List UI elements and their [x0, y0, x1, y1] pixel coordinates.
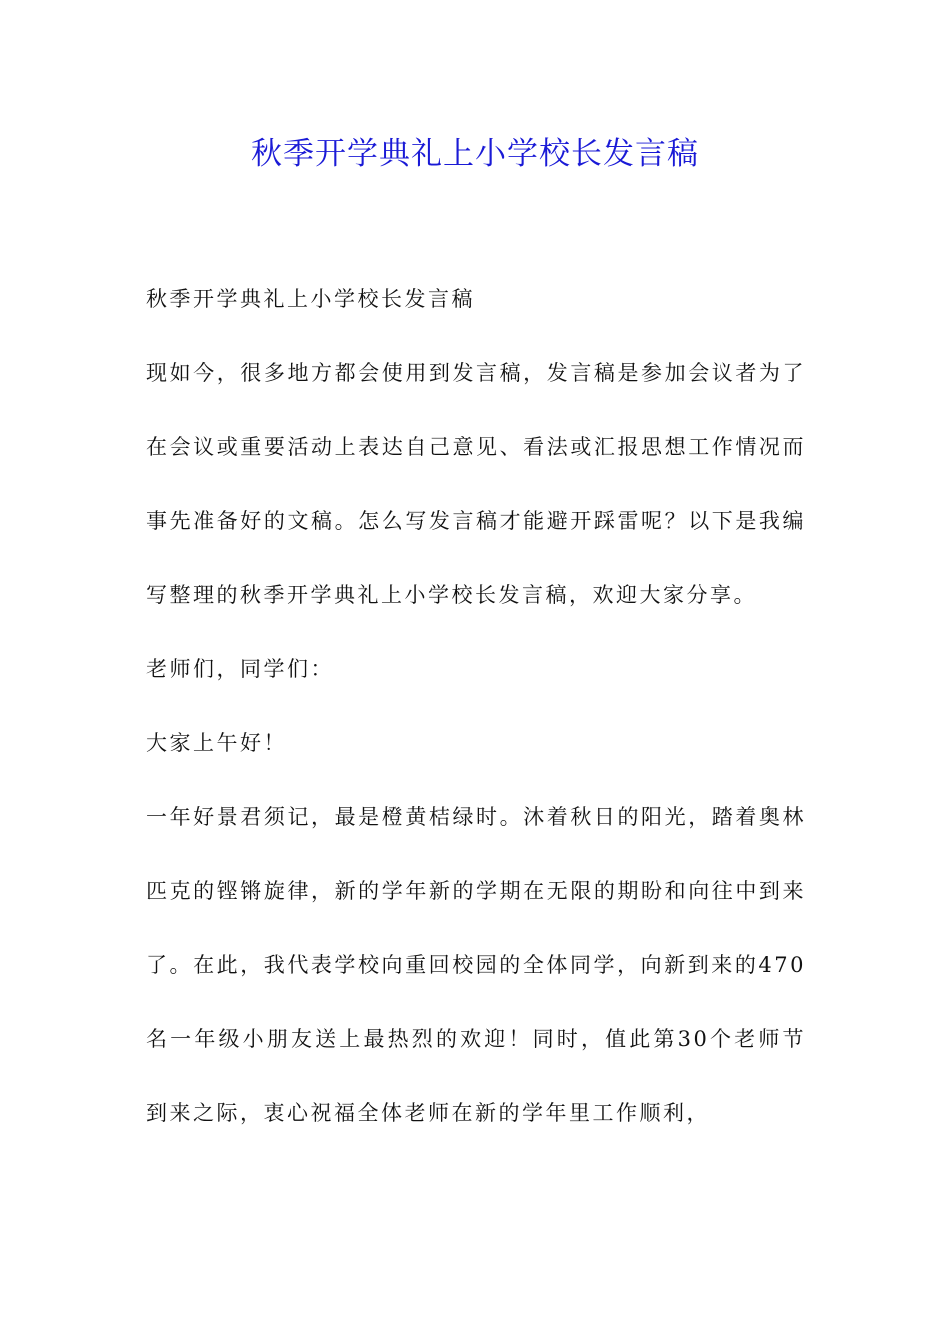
paragraph-speech: 一年好景君须记，最是橙黄桔绿时。沐着秋日的阳光，踏着奥林匹克的铿锵旋律，新的学年新的学期在无限的期盼和向往中到来了。在此，我代表学校向重回校园的全体同学，向新到来的470名一年级小朋友送上最热烈的欢迎！同时，值此第30个老师节到来之际，衷心祝福全体老师在新的学年里工作顺利，: [146, 805, 806, 1125]
paragraph-heading: 秋季开学典礼上小学校长发言稿: [146, 287, 475, 311]
paragraph-salutation: 老师们，同学们：: [146, 657, 334, 681]
document-title: 秋季开学典礼上小学校长发言稿: [251, 136, 699, 172]
paragraph-intro: 现如今，很多地方都会使用到发言稿，发言稿是参加会议者为了在会议或重要活动上表达自己意见、看法或汇报思想工作情况而事先准备好的文稿。怎么写发言稿才能避开踩雷呢？以下是我编写整理的秋季开学典礼上小学校长发言稿，欢迎大家分享。: [146, 361, 806, 607]
document-body: [146, 262, 806, 1150]
paragraph-greeting: 大家上午好！: [146, 731, 287, 755]
